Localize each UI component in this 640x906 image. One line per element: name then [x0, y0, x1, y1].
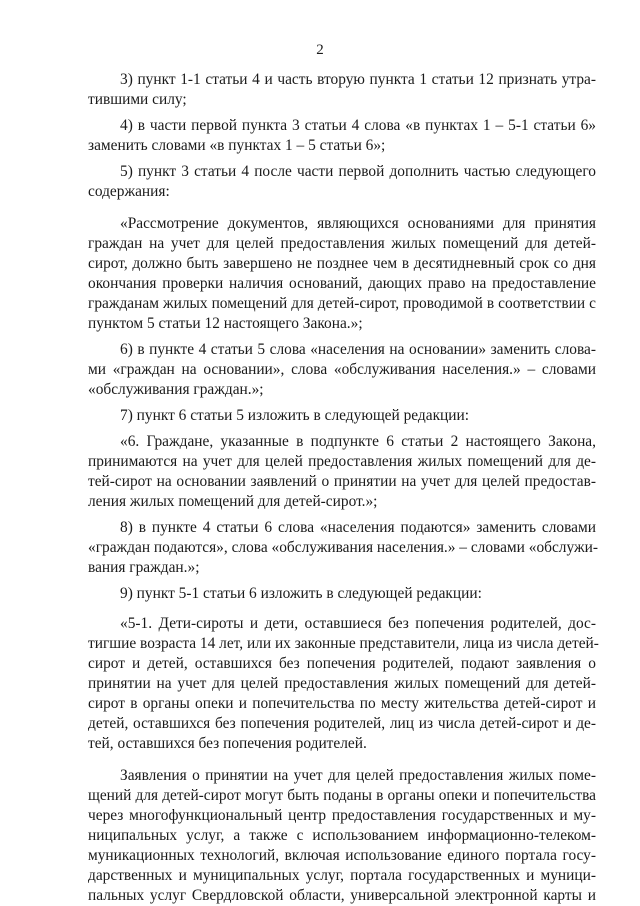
text-line: «обслуживания граждан.»; [88, 381, 264, 398]
text-line: детей, оставшихся без попечения родителей, лиц из числа детей-сирот и де- [88, 715, 596, 732]
text-line: «6. Граждане, указанные в подпункте 6 статьи 2 настоящего Закона, [120, 433, 596, 450]
text-line: щений для детей-сирот могут быть поданы в органы опеки и попечительства [88, 787, 596, 804]
text-line: ми «граждан на основании», слова «обслуживания населения.» – словами [88, 361, 596, 378]
text-line: сирот и детей, оставшихся без попечения родителей, подают заявления о [88, 655, 596, 672]
text-line: пунктом 5 статьи 12 настоящего Закона.»; [88, 315, 363, 332]
text-line: заменить словами «в пунктах 1 – 5 статьи 6»; [88, 137, 386, 154]
text-line: ниципальных услуг, а также с использованием информационно-телеком- [88, 827, 596, 844]
text-line: «5-1. Дети-сироты и дети, оставшиеся без попечения родителей, дос- [120, 615, 596, 632]
text-line: «граждан подаются», слова «обслуживания населения.» – словами «обслужи- [88, 539, 598, 556]
text-line: содержания: [88, 183, 170, 200]
text-line: 5) пункт 3 статьи 4 после части первой дополнить частью следующего [120, 163, 596, 180]
text-line: 4) в части первой пункта 3 статьи 4 слова «в пунктах 1 – 5-1 статьи 6» [120, 117, 596, 134]
text-line: 6) в пункте 4 статьи 5 слова «населения на основании» заменить слова- [120, 341, 596, 358]
text-line: 9) пункт 5-1 статьи 6 изложить в следующей редакции: [120, 585, 482, 602]
text-line: вания граждан.»; [88, 559, 200, 576]
text-line: муникационных технологий, включая использование единого портала госу- [88, 847, 596, 864]
text-line: дарственных и муниципальных услуг, портала государственных и муници- [88, 867, 596, 884]
text-line: сирот, должно быть завершено не позднее чем в десятидневный срок со дня [88, 255, 596, 272]
text-line: окончания проверки наличия оснований, дающих право на предоставление [88, 275, 596, 292]
text-line: «Рассмотрение документов, являющихся основаниями для принятия [120, 215, 596, 232]
text-line: тившими силу; [88, 91, 187, 108]
text-line: через многофункциональный центр предоставления государственных и му- [88, 807, 596, 824]
text-line: принятии на учет для целей предоставления жилых помещений для детей- [88, 675, 596, 692]
text-line: 3) пункт 1-1 статьи 4 и часть вторую пункта 1 статьи 12 признать утра- [120, 71, 596, 88]
text-line: тей, оставшихся без попечения родителей. [88, 735, 367, 752]
text-line: ления жилых помещений для детей-сирот.»; [88, 493, 378, 510]
text-line: Заявления о принятии на учет для целей предоставления жилых поме- [120, 767, 596, 784]
text-line: пальных услуг Свердловской области, универсальной электронной карты и [88, 887, 596, 904]
text-line: тей-сирот на основании заявлений о принятии на учет для целей предостав- [88, 473, 596, 490]
text-line: принимаются на учет для целей предоставления жилых помещений для де- [88, 453, 596, 470]
text-line: тигшие возраста 14 лет, или их законные представители, лица из числа детей- [88, 635, 599, 652]
text-line: граждан на учет для целей предоставления жилых помещений для детей- [88, 235, 596, 252]
text-line: 8) в пункте 4 статьи 6 слова «населения подаются» заменить словами [120, 519, 596, 536]
text-line: сирот в органы опеки и попечительства по месту жительства детей-сирот и [88, 695, 596, 712]
text-line: 7) пункт 6 статьи 5 изложить в следующей редакции: [120, 407, 470, 424]
text-line: гражданам жилых помещений для детей-сирот, проводимой в соответствии с [88, 295, 596, 312]
page-number: 2 [316, 42, 324, 58]
